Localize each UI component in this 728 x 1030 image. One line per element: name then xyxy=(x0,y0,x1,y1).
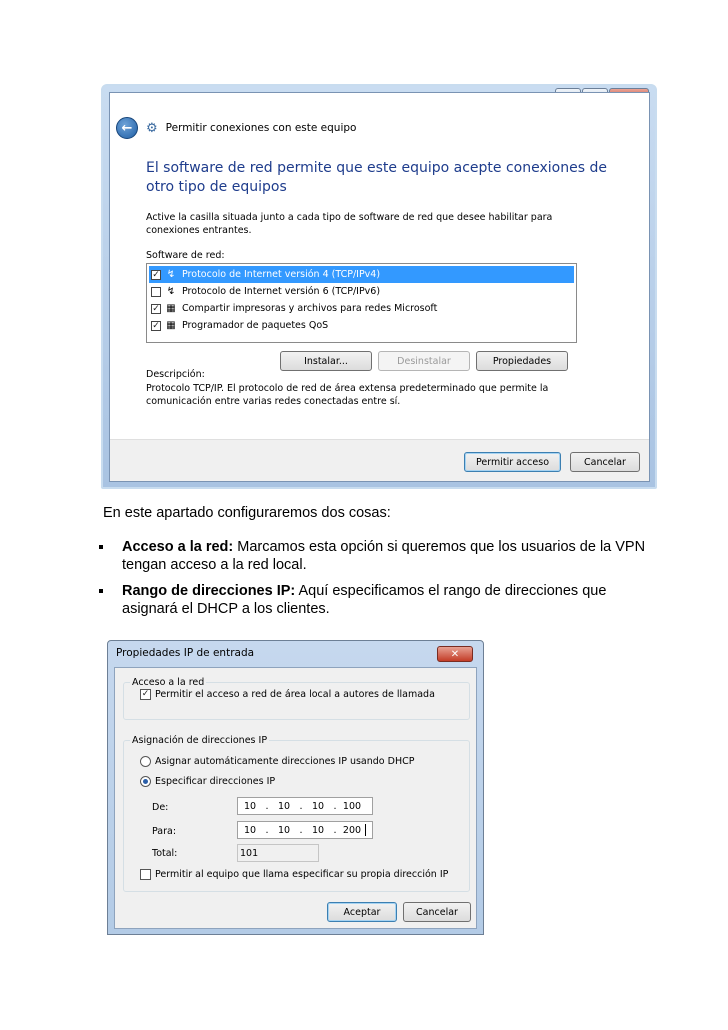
bullet-text: Aquí especificamos el rango de direcciones que asignará el DHCP a los clientes. xyxy=(122,583,607,617)
checkbox-label: Permitir el acceso a red de área local a autores de llamada xyxy=(155,689,435,700)
close-icon[interactable]: ✕ xyxy=(437,646,473,662)
instruction-text: Active la casilla situada junto a cada tipo de software de red que desee habilitar para conexiones entrantes. xyxy=(146,212,553,236)
protocol-icon: ↯ xyxy=(166,286,176,297)
network-access-option[interactable] xyxy=(140,688,435,701)
bullet-list xyxy=(96,538,656,626)
description-label: Descripción: xyxy=(146,369,205,380)
checkbox[interactable] xyxy=(140,869,151,880)
ip-octet: 10 xyxy=(311,800,325,812)
checkbox[interactable]: ✓ xyxy=(152,269,160,280)
radio-label: Especificar direcciones IP xyxy=(155,776,276,787)
list-item xyxy=(96,538,656,574)
ip-properties-dialog xyxy=(107,640,484,935)
total-label: Total: xyxy=(152,848,178,859)
own-ip-option[interactable] xyxy=(140,868,448,881)
to-label: Para: xyxy=(152,826,177,837)
list-item-label: Compartir impresoras y archivos para redes Microsoft xyxy=(182,303,438,314)
ip-octet: 100 xyxy=(342,800,362,812)
list-item-label: Protocolo de Internet versión 6 (TCP/IPv6) xyxy=(182,286,381,297)
allow-access-button[interactable]: Permitir acceso xyxy=(464,452,561,472)
service-icon: ▦ xyxy=(166,320,176,331)
network-icon: ⚙ xyxy=(146,120,158,136)
wizard-window xyxy=(101,84,657,489)
wizard-footer xyxy=(110,439,649,481)
list-item xyxy=(96,582,656,618)
back-arrow-icon[interactable]: ← xyxy=(116,117,138,139)
cancel-button[interactable]: Cancelar xyxy=(403,902,471,922)
checkbox-label: Permitir al equipo que llama especificar su propia dirección IP xyxy=(155,869,449,880)
radio-button[interactable] xyxy=(140,756,151,767)
ip-octet: 10 xyxy=(277,800,291,812)
network-access-group xyxy=(123,677,470,720)
wizard-content xyxy=(109,92,650,482)
to-ip-input[interactable]: 10 . 10 . 10 . 200 xyxy=(237,821,373,839)
list-item[interactable] xyxy=(149,266,574,283)
from-label: De: xyxy=(152,802,169,813)
checkbox[interactable]: ✓ xyxy=(141,689,150,699)
from-ip-input[interactable]: 10 . 10 . 10 . 100 xyxy=(237,797,373,815)
properties-button[interactable]: Propiedades xyxy=(476,351,568,371)
manual-ip-option[interactable] xyxy=(140,775,275,788)
list-item[interactable] xyxy=(149,317,574,334)
checkbox[interactable]: ✓ xyxy=(152,303,160,314)
group-label: Asignación de direcciones IP xyxy=(132,735,268,746)
wizard-headline: El software de red permite que este equipo acepte conexiones de otro tipo de equipos xyxy=(146,160,607,195)
bullet-term: Rango de direcciones IP: xyxy=(122,583,296,599)
cancel-button[interactable]: Cancelar xyxy=(570,452,640,472)
checkbox[interactable]: ✓ xyxy=(152,320,160,331)
bullet-text: Marcamos esta opción si queremos que los usuarios de la VPN tengan acceso a la red local. xyxy=(122,539,646,573)
ip-octet: 200 xyxy=(342,824,362,836)
ip-octet: 10 xyxy=(311,824,325,836)
accept-button[interactable]: Aceptar xyxy=(327,902,397,922)
dialog-title: Propiedades IP de entrada xyxy=(116,647,255,659)
ip-octet: 10 xyxy=(243,824,257,836)
network-software-list[interactable] xyxy=(146,263,577,343)
wizard-title: Permitir conexiones con este equipo xyxy=(165,122,357,134)
list-item[interactable] xyxy=(149,300,574,317)
ip-octet: 10 xyxy=(277,824,291,836)
group-label: Acceso a la red xyxy=(132,677,205,688)
radio-button[interactable] xyxy=(140,776,151,787)
bullet-icon xyxy=(99,589,103,593)
list-item-label: Protocolo de Internet versión 4 (TCP/IPv4) xyxy=(182,269,381,280)
protocol-icon: ↯ xyxy=(166,269,176,280)
dialog-body xyxy=(114,667,477,929)
radio-label: Asignar automáticamente direcciones IP usando DHCP xyxy=(155,756,415,767)
auto-ip-option[interactable] xyxy=(140,755,414,768)
checkbox[interactable] xyxy=(151,287,161,297)
bullet-icon xyxy=(99,545,103,549)
install-button[interactable]: Instalar... xyxy=(280,351,372,371)
service-icon: ▦ xyxy=(166,303,176,314)
software-label: Software de red: xyxy=(146,250,225,261)
list-item[interactable] xyxy=(149,283,574,300)
uninstall-button[interactable]: Desinstalar xyxy=(378,351,470,371)
intro-text: En este apartado configuraremos dos cosas: xyxy=(103,505,391,521)
description-text: Protocolo TCP/IP. El protocolo de red de área extensa predeterminado que permite la comunicación entre varias redes conectadas entre sí. xyxy=(146,383,549,407)
bullet-term: Acceso a la red: xyxy=(122,539,234,555)
ip-octet: 10 xyxy=(243,800,257,812)
text-cursor xyxy=(365,824,366,836)
ip-assignment-group xyxy=(123,735,470,892)
list-item-label: Programador de paquetes QoS xyxy=(182,320,329,331)
total-field: 101 xyxy=(237,844,319,862)
